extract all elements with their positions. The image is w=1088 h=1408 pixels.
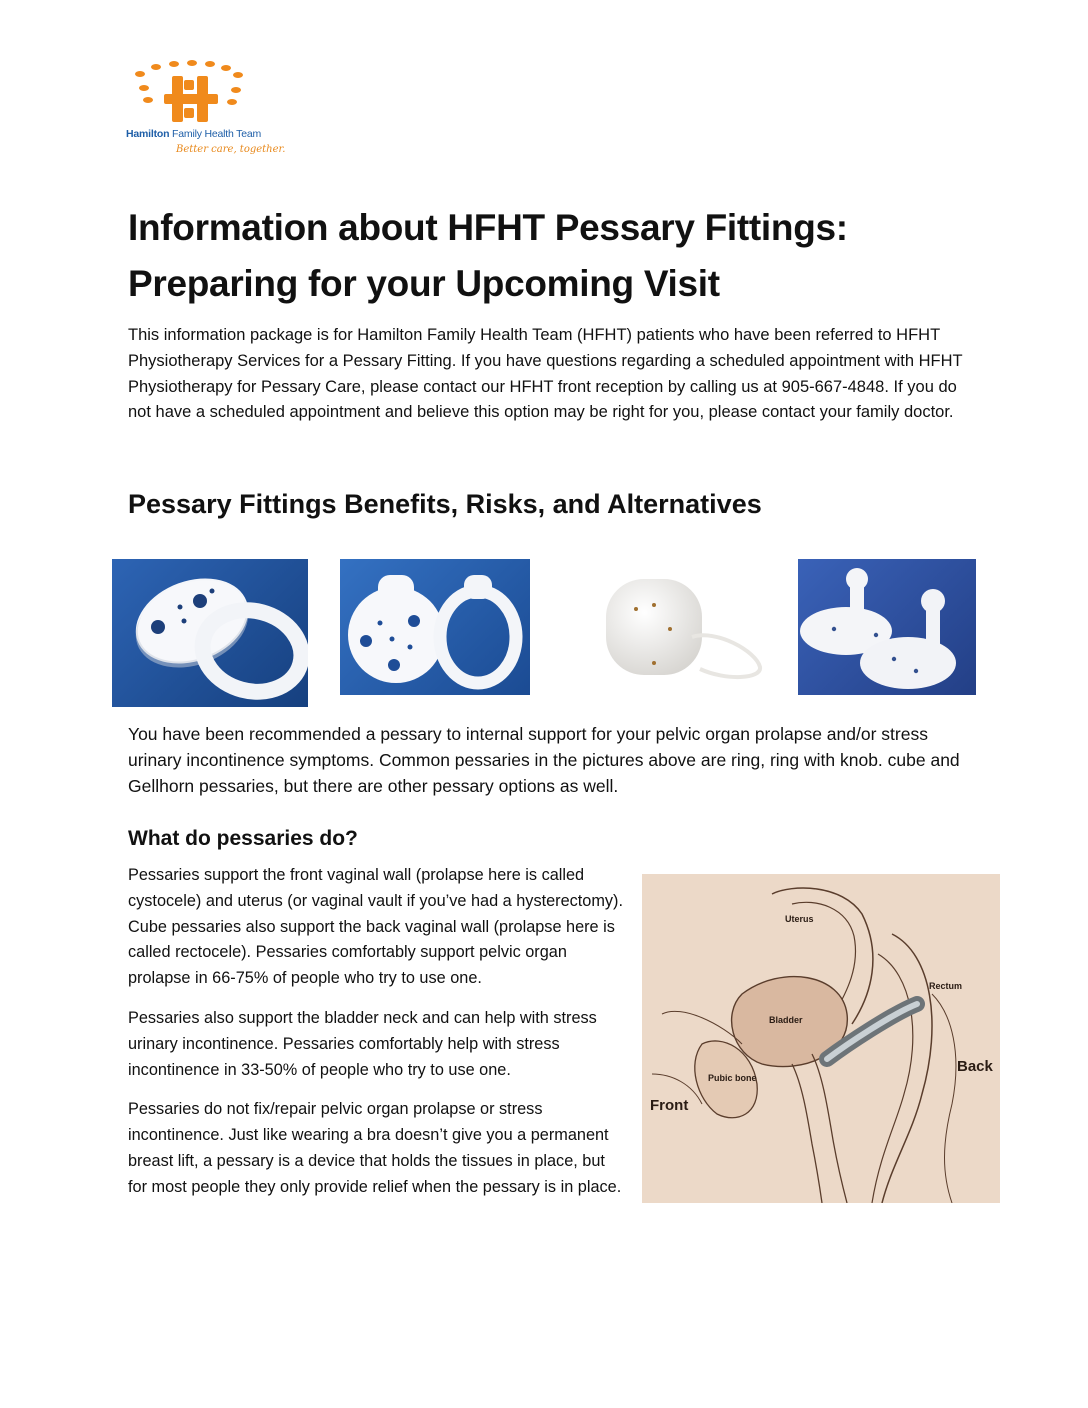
- label-rectum: Rectum: [929, 981, 963, 991]
- ring-pessary-photo: [112, 559, 308, 707]
- page-title: [128, 200, 988, 312]
- label-front: Front: [650, 1097, 689, 1114]
- paragraph-incontinence: Pessaries also support the bladder neck and can help with stress urinary incontinence. Pessaries comfortably help with stress incontinence in 33-50% of people who try to use one.: [128, 1008, 597, 1079]
- title-line-1: Information about HFHT Pessary Fittings:: [128, 207, 848, 248]
- label-pubic-bone: Pubic bone: [708, 1073, 757, 1083]
- label-bladder: Bladder: [769, 1015, 803, 1025]
- gellhorn-pessary-photo: [798, 559, 976, 695]
- cube-pessary-photo: [596, 559, 768, 695]
- paragraph-support: Pessaries support the front vaginal wall (prolapse here is called cystocele) and uterus (or vaginal vault if you’ve had a hysterectomy). Cube pessaries also support the back vaginal wall (prolapse here is called rectocele). Pessaries comfortably support pelvic organ prolapse in 66-75% of people who try to use one.: [128, 866, 624, 988]
- label-back: Back: [957, 1058, 993, 1075]
- logo-organization-name: Hamilton Family Health Team: [126, 128, 262, 140]
- what-do-pessaries-do-heading: What do pessaries do?: [128, 827, 358, 850]
- section-heading: Pessary Fittings Benefits, Risks, and Alternatives: [128, 489, 762, 519]
- title-line-2: Preparing for your Upcoming Visit: [128, 263, 720, 304]
- ring-with-knob-pessary-photo: [340, 559, 530, 695]
- paragraph-not-a-fix: Pessaries do not fix/repair pelvic organ prolapse or stress incontinence. Just like wearing a bra doesn’t give you a permanent breast lift, a pessary is a device that holds the tissues in place, but for most people they only provide relief when the pessary is in place.: [128, 1100, 622, 1196]
- hfht-logo: [126, 60, 286, 160]
- label-uterus: Uterus: [785, 914, 814, 924]
- pelvic-anatomy-illustration: [642, 874, 1000, 1203]
- recommendation-paragraph: You have been recommended a pessary to internal support for your pelvic organ prolapse and/or stress urinary incontinence symptoms. Common pessaries in the pictures above are ring, ring with knob. cube and Gellhorn pessaries, but there are other pessary options as well.: [128, 724, 960, 796]
- pessary-info-column: [128, 863, 628, 1215]
- logo-tagline: Better care, together.: [176, 144, 286, 155]
- intro-paragraph: This information package is for Hamilton Family Health Team (HFHT) patients who have been referred to HFHT Physiotherapy Services for a Pessary Fitting. If you have questions regarding a scheduled appointment with HFHT Physiotherapy for Pessary Care, please contact our HFHT front reception by calling us at 905-667-4848. If you do not have a scheduled appointment and believe this option may be right for you, please contact your family doctor.: [128, 326, 963, 422]
- logo-mark-icon: [126, 60, 286, 130]
